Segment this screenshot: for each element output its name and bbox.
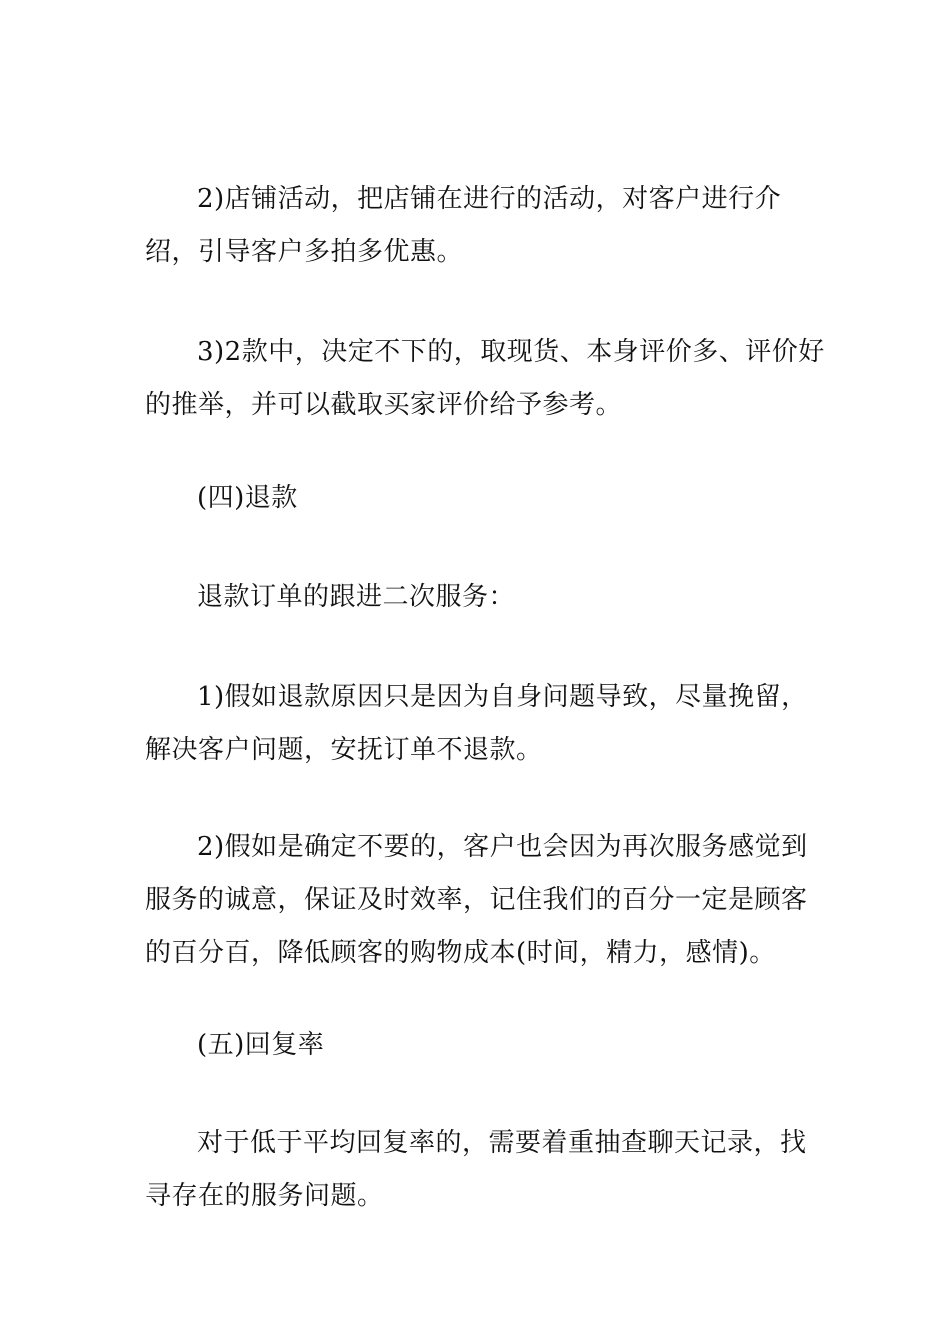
paragraph-store-activity: 2)店铺活动，把店铺在进行的活动，对客户进行介绍，引导客户多拍多优惠。 — [145, 184, 782, 267]
section-heading-refund: (四)退款 — [197, 483, 298, 513]
paragraph-refund-intro: 退款订单的跟进二次服务： — [197, 582, 516, 612]
paragraph-reply-rate: 对于低于平均回复率的，需要着重抽查聊天记录，找寻存在的服务问题。 — [145, 1128, 807, 1211]
paragraph-refund-sincerity: 2)假如是确定不要的，客户也会因为再次服务感觉到服务的诚意，保证及时效率，记住我们的百分一定是顾客的百分百，降低顾客的购物成本(时间，精力，感情)。 — [145, 832, 808, 968]
section-heading-reply-rate: (五)回复率 — [197, 1030, 325, 1060]
paragraph-recommendation: 3)2款中，决定不下的，取现货、本身评价多、评价好的推举，并可以截取买家评价给予参考。 — [145, 337, 825, 420]
paragraph-refund-retain: 1)假如退款原因只是因为自身问题导致，尽量挽留，解决客户问题，安抚订单不退款。 — [145, 682, 808, 765]
